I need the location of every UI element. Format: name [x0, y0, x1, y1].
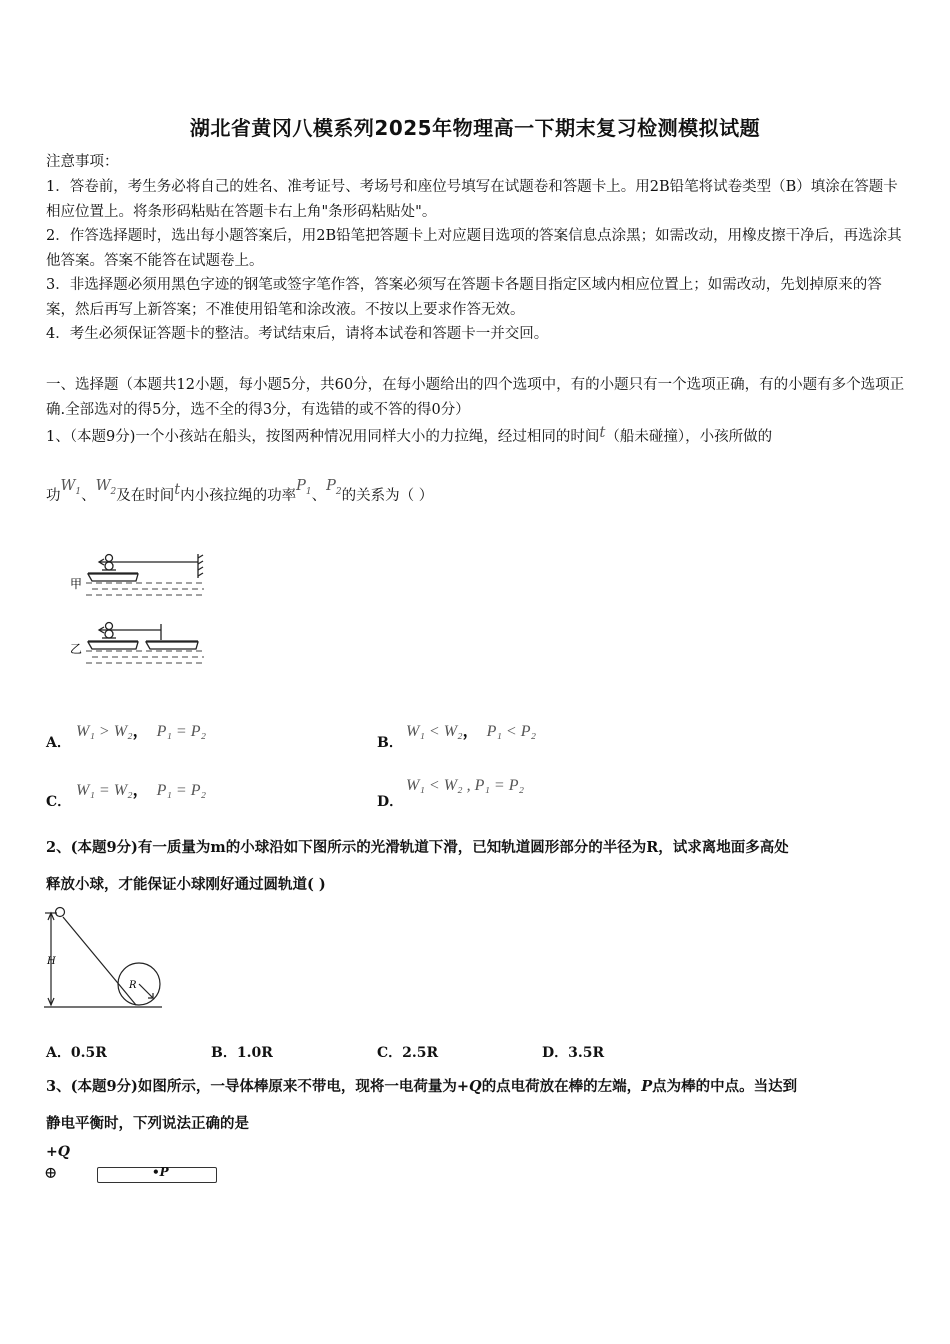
q1-text-c: 及在时间: [116, 488, 175, 504]
q1-sep-1: 、: [81, 488, 96, 504]
charge-label: +Q: [46, 1144, 70, 1160]
charge-symbol: ⊕: [44, 1163, 58, 1182]
slope: [63, 917, 136, 1005]
label-jia: 甲: [70, 577, 83, 591]
q2-option-d[interactable]: D．3.5R: [542, 1045, 605, 1061]
q1-option-d-value: W₁ < W₂ , P₁ = P₂: [406, 777, 525, 794]
q1-p1: $P_1$: [296, 478, 312, 497]
q1-gong: 功: [46, 488, 61, 504]
q1-option-d[interactable]: D．: [377, 794, 404, 810]
notice-item-3: 3．非选择题必须用黑色字迹的钢笔或签字笔作答，答案必须写在答题卡各题目指定区域内相应位置上；如需改动，先划掉原来的答案，然后再写上新答案；不准使用铅笔和涂改液。不按以上要求作答无效。: [46, 277, 882, 318]
q2-option-c[interactable]: C．2.5R: [377, 1045, 439, 1061]
q1-w1: $W_1$: [60, 478, 82, 497]
label-h: H: [47, 956, 56, 967]
midpoint-p: •P: [152, 1165, 169, 1179]
q1-w2: $W_2$: [95, 478, 117, 497]
q1-text-a: 1、（本题9分)一个小孩站在船头，按图两种情况用同样大小的力拉绳，经过相同的时间: [46, 429, 600, 445]
notice-heading: 注意事项：: [46, 154, 119, 170]
q1-t-2: t: [174, 482, 181, 498]
label-r: R: [129, 980, 137, 991]
notice-item-1: 1．答卷前，考生务必将自己的姓名、准考证号、考场号和座位号填写在试题卷和答题卡上。用2B铅笔将试卷类型（B）填涂在答题卡相应位置上。将条形码粘贴在答题卡右上角"条形码粘贴处"。: [46, 179, 898, 220]
boat-yi: [88, 623, 198, 650]
q3-q: Q: [469, 1078, 482, 1095]
notice-item-4: 4．考生必须保证答题卡的整洁。考试结束后，请将本试卷和答题卡一并交回。: [46, 326, 549, 342]
q1-option-a-value: W₁ > W₂， P₁ = P₂: [76, 723, 207, 740]
q2-line-2: 释放小球，才能保证小球刚好通过圆轨道( ): [46, 876, 326, 893]
q3-line-1: 3、(本题9分)如图所示，一导体棒原来不带电，现将一电荷量为+Q的点电荷放在棒的左端，P点为棒的中点。当达到: [46, 1078, 798, 1095]
q2-option-b[interactable]: B．1.0R: [211, 1045, 273, 1061]
q2-option-a[interactable]: A．0.5R: [46, 1045, 107, 1061]
q1-text-d: 内小孩拉绳的功率: [180, 488, 297, 504]
q1-option-b-value: W₁ < W₂， P₁ < P₂: [406, 723, 537, 740]
conductor-rod: [97, 1167, 217, 1183]
water-yi: [86, 651, 204, 663]
q3-p: P: [641, 1078, 653, 1095]
q1-p2: $P_2$: [326, 478, 342, 497]
q1-t: t: [599, 423, 606, 441]
section-heading: 一、选择题（本题共12小题，每小题5分，共60分，在每小题给出的四个选项中，有的小题只有一个选项正确，有的小题有多个选项正确.全部选对的得5分，选不全的得3分，有选错的或不答的得0分）: [46, 377, 905, 418]
q1-option-c[interactable]: C．: [46, 794, 72, 810]
q1-option-b[interactable]: B．: [377, 735, 403, 751]
track-diagram: [40, 905, 166, 1011]
q1-line-2: [46, 478, 433, 505]
q2-line-1: 2、(本题9分)有一质量为m的小球沿如下图所示的光滑轨道下滑，已知轨道圆形部分的半径为R，试求离地面多高处: [46, 839, 789, 856]
q1-sep-2: 、: [311, 488, 327, 504]
q1-option-c-value: W₁ = W₂， P₁ = P₂: [76, 782, 207, 799]
page-title: 湖北省黄冈八模系列2025年物理高一下期末复习检测模拟试题: [189, 116, 761, 140]
boat-diagram: [64, 552, 214, 677]
q1-line-1: [46, 423, 772, 446]
boat-jia: [88, 554, 203, 581]
radius-line: [139, 984, 153, 998]
ball: [56, 908, 65, 917]
q1-text-b: （船未碰撞），小孩所做的: [605, 429, 773, 445]
q3-line-2: 静电平衡时，下列说法正确的是: [46, 1115, 249, 1132]
notice-item-2: 2．作答选择题时，选出每小题答案后，用2B铅笔把答题卡上对应题目选项的答案信息点涂黑；如需改动，用橡皮擦干净后，再选涂其他答案。答案不能答在试题卷上。: [46, 228, 902, 269]
label-yi: 乙: [70, 642, 83, 656]
water-jia: [86, 583, 204, 595]
q1-text-e: 的关系为（ ）: [341, 488, 434, 504]
q1-option-a[interactable]: A．: [46, 735, 71, 751]
